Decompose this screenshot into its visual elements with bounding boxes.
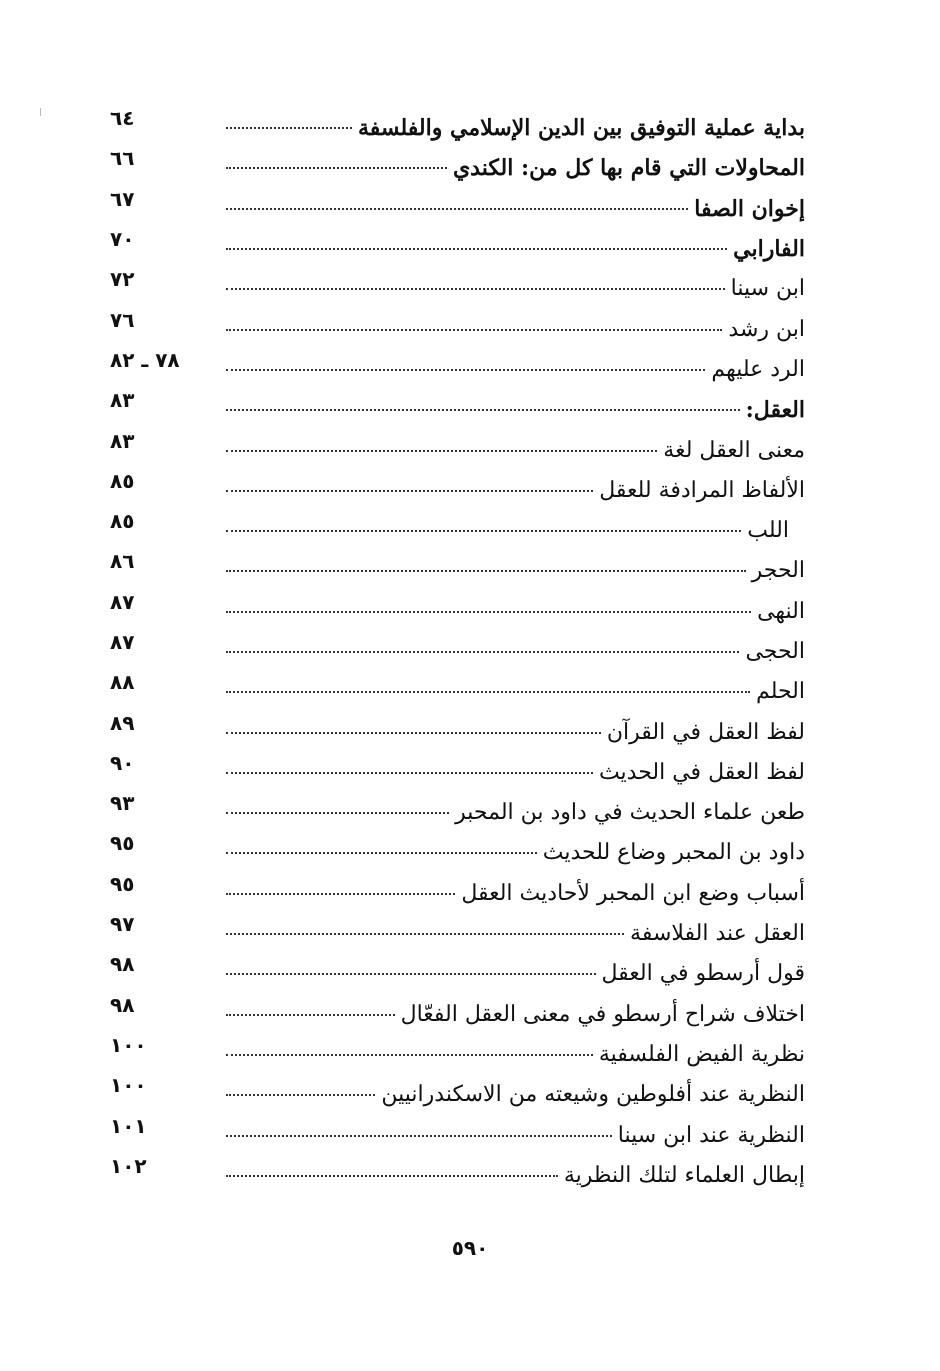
toc-entry-page: ٨٥ xyxy=(110,509,135,534)
dot-leader xyxy=(226,450,657,452)
toc-entry-title: إبطال العلماء لتلك النظرية xyxy=(563,1162,805,1188)
toc-entry xyxy=(110,588,805,628)
toc-entry-page: ٩٠ xyxy=(110,750,135,775)
dot-leader xyxy=(226,812,449,814)
toc-entry-title: الحجى xyxy=(745,639,805,664)
toc-entry-title: داود بن المحبر وضاع للحديث xyxy=(542,840,805,866)
dot-leader xyxy=(226,288,725,290)
toc-entry-title: طعن علماء الحديث في داود بن المحبر xyxy=(455,800,805,826)
dot-leader xyxy=(226,973,596,975)
dot-leader xyxy=(226,329,722,331)
toc-entry xyxy=(110,991,805,1031)
toc-entry xyxy=(110,104,805,144)
toc-entry xyxy=(110,547,805,587)
toc-entry-page: ٨٨ xyxy=(110,670,135,695)
toc-entry xyxy=(110,1152,805,1192)
toc-entry xyxy=(110,708,805,748)
dot-leader xyxy=(226,409,740,411)
toc-entry xyxy=(110,668,805,708)
dot-leader xyxy=(226,530,741,532)
toc-entry-title: بداية عملية التوفيق بين الدين الإسلامي والفلسفة xyxy=(357,115,805,142)
toc-entry-title: الرد عليهم xyxy=(711,356,805,382)
toc-entry xyxy=(110,507,805,547)
toc-entry xyxy=(110,426,805,466)
toc-entry-page: ٧٦ xyxy=(110,307,135,332)
toc-entry-page: ٨٧ xyxy=(110,589,135,614)
dot-leader xyxy=(226,248,727,250)
toc-entry-page: ٨٦ xyxy=(110,549,135,574)
toc-entry-title: النهى xyxy=(757,598,805,624)
toc-entry-title: الحجر xyxy=(751,558,805,584)
toc-entry-title: العقل: xyxy=(745,397,805,424)
toc-entry xyxy=(110,386,805,426)
toc-entry-page: ٨٣ xyxy=(110,388,135,413)
toc-entry-page: ١٠٠ xyxy=(110,1073,147,1098)
toc-entry xyxy=(110,1111,805,1151)
toc-entry-page: ٧٨ ـ ٨٢ xyxy=(110,347,180,372)
toc-entry-page: ٩٨ xyxy=(110,992,135,1017)
table-of-contents xyxy=(110,104,805,1192)
dot-leader xyxy=(226,651,739,653)
toc-entry-page: ١٠١ xyxy=(110,1113,147,1138)
toc-entry-page: ٦٤ xyxy=(110,106,135,131)
toc-entry-page: ٨٥ xyxy=(110,468,135,493)
dot-leader xyxy=(226,490,593,492)
toc-entry xyxy=(110,144,805,184)
toc-entry-page: ٨٧ xyxy=(110,630,135,654)
toc-entry-title: الحلم xyxy=(756,679,805,705)
toc-entry-title: إخوان الصفا xyxy=(694,195,805,222)
dot-leader xyxy=(226,611,751,613)
dot-leader xyxy=(226,1054,593,1056)
toc-entry-title: لفظ العقل في القرآن xyxy=(606,719,805,745)
toc-entry xyxy=(110,950,805,990)
dot-leader xyxy=(226,852,537,854)
dot-leader xyxy=(226,208,688,210)
toc-entry-title: النظرية عند أفلوطين وشيعته من الاسكندرانيين xyxy=(381,1082,805,1108)
toc-entry-page: ٩٣ xyxy=(110,791,135,816)
dot-leader xyxy=(226,1094,375,1096)
toc-entry-page: ١٠٠ xyxy=(110,1032,147,1057)
toc-entry-title: المحاولات التي قام بها كل من: الكندي xyxy=(452,155,805,182)
dot-leader xyxy=(226,691,750,693)
dot-leader xyxy=(226,933,624,935)
toc-entry-page: ٧٠ xyxy=(110,227,135,252)
toc-entry xyxy=(110,305,805,345)
dot-leader xyxy=(226,893,455,895)
toc-entry-page: ٩٧ xyxy=(110,912,135,937)
page-number: ٥٩٠ xyxy=(451,1236,489,1260)
toc-entry-page: ٧٢ xyxy=(110,267,135,292)
toc-entry-title: معنى العقل لغة xyxy=(663,437,805,463)
toc-entry-page: ٩٥ xyxy=(110,871,135,896)
toc-entry-title: لفظ العقل في الحديث xyxy=(598,759,805,785)
dot-leader xyxy=(226,732,601,734)
dot-leader xyxy=(226,772,593,774)
toc-entry-title: نظرية الفيض الفلسفية xyxy=(598,1041,805,1067)
toc-entry xyxy=(110,749,805,789)
dot-leader xyxy=(226,570,746,572)
toc-entry xyxy=(110,870,805,910)
toc-entry-title: العقل عند الفلاسفة xyxy=(630,921,805,947)
toc-entry xyxy=(110,829,805,869)
toc-entry xyxy=(110,628,805,668)
dot-leader xyxy=(226,1135,612,1137)
toc-entry xyxy=(110,346,805,386)
dot-leader xyxy=(226,1175,558,1177)
toc-entry-page: ١٠٢ xyxy=(110,1153,147,1178)
toc-entry-page: ٩٥ xyxy=(110,831,135,856)
toc-entry-title: ابن رشد xyxy=(728,316,805,342)
toc-entry xyxy=(110,910,805,950)
toc-entry xyxy=(110,789,805,829)
toc-entry-page: ٨٩ xyxy=(110,710,135,735)
toc-entry-page: ٦٧ xyxy=(110,186,135,211)
toc-entry xyxy=(110,185,805,225)
toc-entry-page: ٨٣ xyxy=(110,428,135,453)
dot-leader xyxy=(226,127,352,129)
scan-artifact xyxy=(40,108,41,116)
toc-entry-title: اختلاف شراح أرسطو في معنى العقل الفعّال xyxy=(400,1001,805,1027)
toc-entry-title: الفارابي xyxy=(733,236,805,263)
toc-entry-title: اللب xyxy=(747,518,789,544)
toc-entry-title: قول أرسطو في العقل xyxy=(601,961,805,987)
toc-entry xyxy=(110,1031,805,1071)
toc-entry-title: الألفاظ المرادفة للعقل xyxy=(599,477,805,503)
dot-leader xyxy=(226,1014,395,1016)
toc-entry xyxy=(110,1071,805,1111)
toc-entry xyxy=(110,225,805,265)
toc-entry-page: ٦٦ xyxy=(110,146,135,171)
toc-entry xyxy=(110,265,805,305)
toc-entry-title: النظرية عند ابن سينا xyxy=(617,1122,805,1148)
toc-entry-title: ابن سينا xyxy=(730,276,805,302)
dot-leader xyxy=(226,167,447,169)
toc-entry-title: أسباب وضع ابن المحبر لأحاديث العقل xyxy=(461,880,805,906)
toc-entry xyxy=(110,467,805,507)
dot-leader xyxy=(226,369,705,371)
toc-entry-page: ٩٨ xyxy=(110,952,135,977)
